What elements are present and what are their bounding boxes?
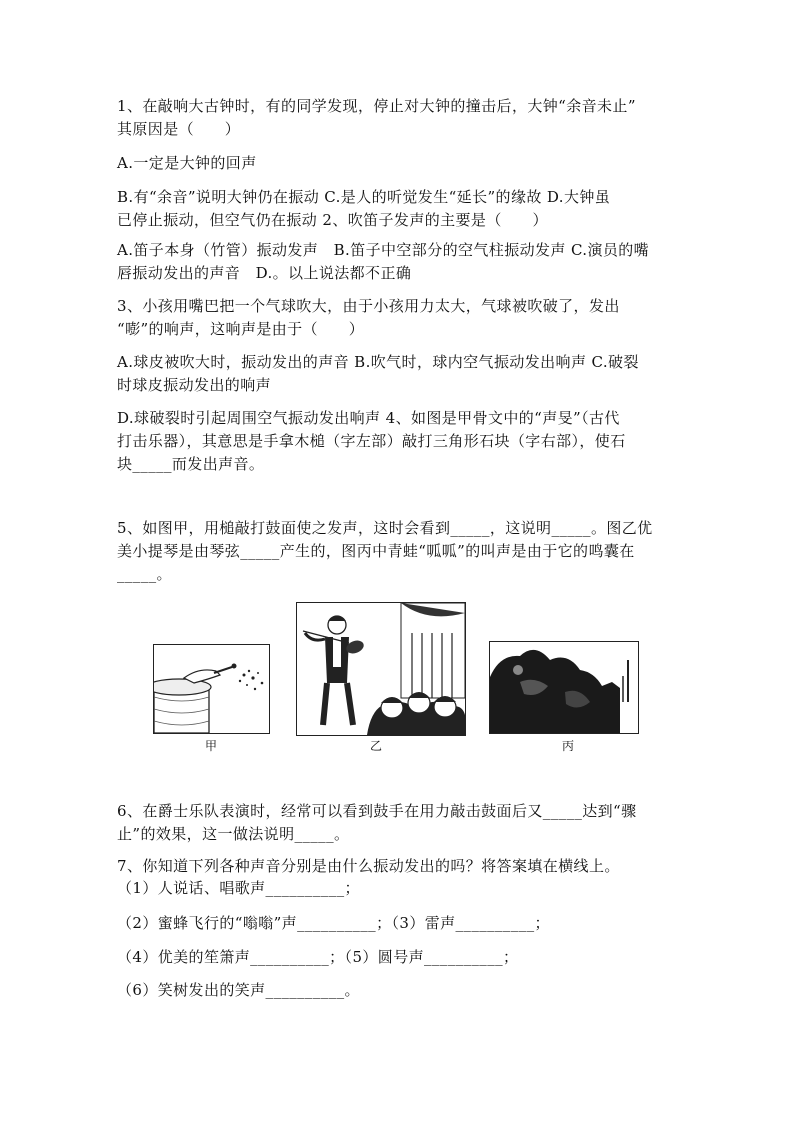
q7-item3: （4）优美的笙箫声__________；（5）圆号声__________；	[117, 948, 519, 966]
caption-yi: 乙	[370, 739, 383, 753]
q7-line1: 7、你知道下列各种声音分别是由什么振动发出的吗？将答案填在横线上。	[117, 857, 620, 875]
caption-jia: 甲	[205, 739, 218, 753]
q3-option-a-line2: 时球皮振动发出的响声	[117, 376, 272, 394]
q1-option-b-line2: 已停止振动，但空气仍在振动 2、吹笛子发声的主要是（ ）	[117, 211, 548, 229]
figure-yi-violin	[296, 602, 466, 736]
q1-option-a: A.一定是大钟的回声	[117, 154, 257, 172]
q3-line1: 3、小孩用嘴巴把一个气球吹大，由于小孩用力太大，气球被吹破了，发出	[117, 297, 620, 315]
q2-options-line1: A.笛子本身（竹管）振动发声 B.笛子中空部分的空气柱振动发声 C.演员的嘴	[117, 241, 650, 259]
q7-item2: （2）蜜蜂飞行的“嗡嗡”声__________；（3）雷声__________；	[117, 914, 550, 932]
drum-illustration	[154, 645, 269, 733]
figure-bing-frog	[489, 641, 639, 734]
q1-line1: 1、在敲响大古钟时，有的同学发现，停止对大钟的撞击后，大钟“余音未止”	[117, 97, 636, 115]
q6-line2: 止”的效果，这一做法说明_____。	[117, 825, 350, 843]
q3-option-d-line3: 块_____而发出声音。	[117, 455, 265, 473]
q2-options-line2: 唇振动发出的声音 D.。以上说法都不正确	[117, 264, 412, 282]
q3-line2: “嘭”的响声，这响声是由于（ ）	[117, 320, 365, 338]
figure-jia-drum	[153, 644, 270, 734]
q5-line1: 5、如图甲，用槌敲打鼓面使之发声，这时会看到_____，这说明_____。图乙优	[117, 519, 653, 537]
q5-line3: _____。	[117, 565, 172, 583]
q6-line1: 6、在爵士乐队表演时，经常可以看到鼓手在用力敲击鼓面后又_____达到“骤	[117, 802, 637, 820]
q5-line2: 美小提琴是由琴弦_____产生的，图丙中青蛙“呱呱”的叫声是由于它的鸣囊在	[117, 542, 635, 560]
q7-item4: （6）笑树发出的笑声__________。	[117, 981, 360, 999]
q1-option-b-line1: B.有“余音”说明大钟仍在振动 C.是人的听觉发生“延长”的缘故 D.大钟虽	[117, 188, 611, 206]
q1-line2: 其原因是（ ）	[117, 120, 241, 138]
q3-option-a-line1: A.球皮被吹大时，振动发出的声音 B.吹气时，球内空气振动发出响声 C.破裂	[117, 353, 639, 371]
frog-illustration	[490, 642, 638, 733]
q3-option-d-line2: 打击乐器），其意思是手拿木槌（字左部）敲打三角形石块（字右部），使石	[117, 432, 626, 450]
q7-item1: （1）人说话、唱歌声__________；	[117, 879, 360, 897]
caption-bing: 丙	[562, 739, 575, 753]
q3-option-d-line1: D.球破裂时引起周围空气振动发出响声 4、如图是甲骨文中的“声旻”（古代	[117, 409, 620, 427]
violinist-illustration	[297, 603, 465, 735]
